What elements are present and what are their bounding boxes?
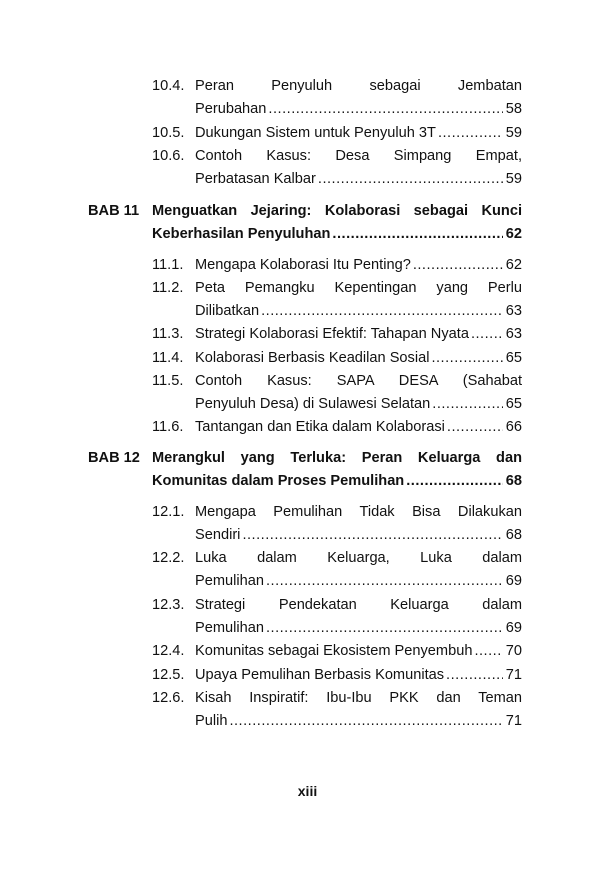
- dot-leader: [268, 98, 502, 121]
- entry-title-line: Mengapa Pemulihan Tidak Bisa Dilakukan: [195, 504, 522, 520]
- entry-page: 71: [505, 713, 522, 729]
- entry-page: 59: [505, 171, 522, 187]
- entry-page: 59: [505, 125, 522, 141]
- toc-entry-12-5[interactable]: [152, 664, 522, 687]
- entry-number: 11.3.: [152, 326, 184, 342]
- dot-leader: [332, 223, 502, 246]
- dot-leader: [318, 168, 503, 191]
- dot-leader: [266, 617, 503, 640]
- entry-page: 66: [505, 419, 522, 435]
- dot-leader: [447, 416, 503, 439]
- dot-leader: [438, 122, 503, 145]
- entry-page: 63: [505, 303, 522, 319]
- entry-title-line: Peran Penyuluh sebagai Jembatan: [195, 78, 522, 94]
- entry-title-line: Contoh Kasus: SAPA DESA (Sahabat: [195, 373, 522, 389]
- toc-entry-10-5[interactable]: [152, 122, 522, 145]
- toc-entry-12-1[interactable]: [152, 501, 522, 547]
- chapter-title-last: Keberhasilan Penyuluhan: [152, 226, 331, 242]
- chapter-label: BAB 11: [88, 203, 140, 219]
- entry-number: 11.6.: [152, 419, 184, 435]
- toc-chapter-bab-11[interactable]: [88, 200, 522, 246]
- entry-title-last: Pemulihan: [195, 573, 264, 589]
- entry-page: 68: [505, 527, 522, 543]
- toc-entry-11-5[interactable]: [152, 370, 522, 416]
- dot-leader: [242, 524, 502, 547]
- entry-title-last: Penyuluh Desa) di Sulawesi Selatan: [195, 396, 431, 412]
- entry-title-last: Mengapa Kolaborasi Itu Penting?: [195, 257, 411, 273]
- toc-entry-12-6[interactable]: [152, 687, 522, 733]
- entry-number: 10.6.: [152, 148, 185, 164]
- entry-title-last: Pemulihan: [195, 620, 264, 636]
- entry-title-line: Strategi Pendekatan Keluarga dalam: [195, 597, 522, 613]
- toc-entry-12-2[interactable]: [152, 547, 522, 593]
- dot-leader: [446, 664, 503, 687]
- entry-title-last: Dilibatkan: [195, 303, 260, 319]
- toc-entry-11-3[interactable]: [152, 323, 522, 346]
- dot-leader: [266, 570, 503, 593]
- toc-entry-10-6[interactable]: [152, 145, 522, 191]
- entry-title-last: Dukungan Sistem untuk Penyuluh 3T: [195, 125, 436, 141]
- toc-entry-11-2[interactable]: [152, 277, 522, 323]
- entry-number: 11.2.: [152, 280, 184, 296]
- entry-page: 62: [505, 257, 522, 273]
- dot-leader: [431, 347, 502, 370]
- dot-leader: [406, 470, 503, 493]
- entry-number: 10.5.: [152, 125, 185, 141]
- chapter-title-line: Merangkul yang Terluka: Peran Keluarga dan: [152, 450, 522, 466]
- entry-number: 11.1.: [152, 257, 184, 273]
- chapter-title-line: Menguatkan Jejaring: Kolaborasi sebagai Kunci: [152, 203, 522, 219]
- page-number: xiii: [297, 783, 318, 799]
- entry-page: 63: [505, 326, 522, 342]
- dot-leader: [229, 710, 502, 733]
- entry-title-last: Kolaborasi Berbasis Keadilan Sosial: [195, 350, 430, 366]
- entry-number: 12.4.: [152, 643, 185, 659]
- entry-number: 12.6.: [152, 690, 185, 706]
- toc-entry-11-1[interactable]: [152, 254, 522, 277]
- entry-title-last: Pulih: [195, 713, 228, 729]
- entry-page: 69: [505, 573, 522, 589]
- entry-page: 71: [505, 667, 522, 683]
- dot-leader: [474, 640, 502, 663]
- entry-title-line: Kisah Inspiratif: Ibu-Ibu PKK dan Teman: [195, 690, 522, 706]
- toc-chapter-bab-12[interactable]: [88, 447, 522, 493]
- toc-entry-11-4[interactable]: [152, 347, 522, 370]
- dot-leader: [413, 254, 503, 277]
- toc-entry-11-6[interactable]: [152, 416, 522, 439]
- dot-leader: [432, 393, 503, 416]
- toc-entry-12-4[interactable]: [152, 640, 522, 663]
- entry-page: 65: [505, 396, 522, 412]
- dot-leader: [261, 300, 503, 323]
- chapter-title-last: Komunitas dalam Proses Pemulihan: [152, 473, 405, 489]
- entry-title-last: Tantangan dan Etika dalam Kolaborasi: [195, 419, 445, 435]
- entry-number: 12.5.: [152, 667, 185, 683]
- chapter-page: 68: [505, 473, 522, 489]
- entry-number: 10.4.: [152, 78, 185, 94]
- entry-page: 69: [505, 620, 522, 636]
- dot-leader: [471, 323, 503, 346]
- entry-title-line: Peta Pemangku Kepentingan yang Perlu: [195, 280, 522, 296]
- entry-title-last: Perubahan: [195, 101, 267, 117]
- entry-title-last: Perbatasan Kalbar: [195, 171, 316, 187]
- entry-title-last: Upaya Pemulihan Berbasis Komunitas: [195, 667, 445, 683]
- entry-number: 11.4.: [152, 350, 184, 366]
- entry-number: 11.5.: [152, 373, 184, 389]
- entry-title-line: Luka dalam Keluarga, Luka dalam: [195, 550, 522, 566]
- entry-number: 12.1.: [152, 504, 185, 520]
- entry-title-last: Strategi Kolaborasi Efektif: Tahapan Nyata: [195, 326, 469, 342]
- toc-entry-10-4[interactable]: [152, 75, 522, 121]
- entry-title-line: Contoh Kasus: Desa Simpang Empat,: [195, 148, 522, 164]
- chapter-page: 62: [505, 226, 522, 242]
- entry-page: 58: [505, 101, 522, 117]
- chapter-label: BAB 12: [88, 450, 140, 466]
- entry-number: 12.3.: [152, 597, 185, 613]
- entry-title-last: Komunitas sebagai Ekosistem Penyembuh: [195, 643, 473, 659]
- entry-page: 65: [505, 350, 522, 366]
- entry-page: 70: [505, 643, 522, 659]
- entry-title-last: Sendiri: [195, 527, 241, 543]
- toc-entry-12-3[interactable]: [152, 594, 522, 640]
- entry-number: 12.2.: [152, 550, 185, 566]
